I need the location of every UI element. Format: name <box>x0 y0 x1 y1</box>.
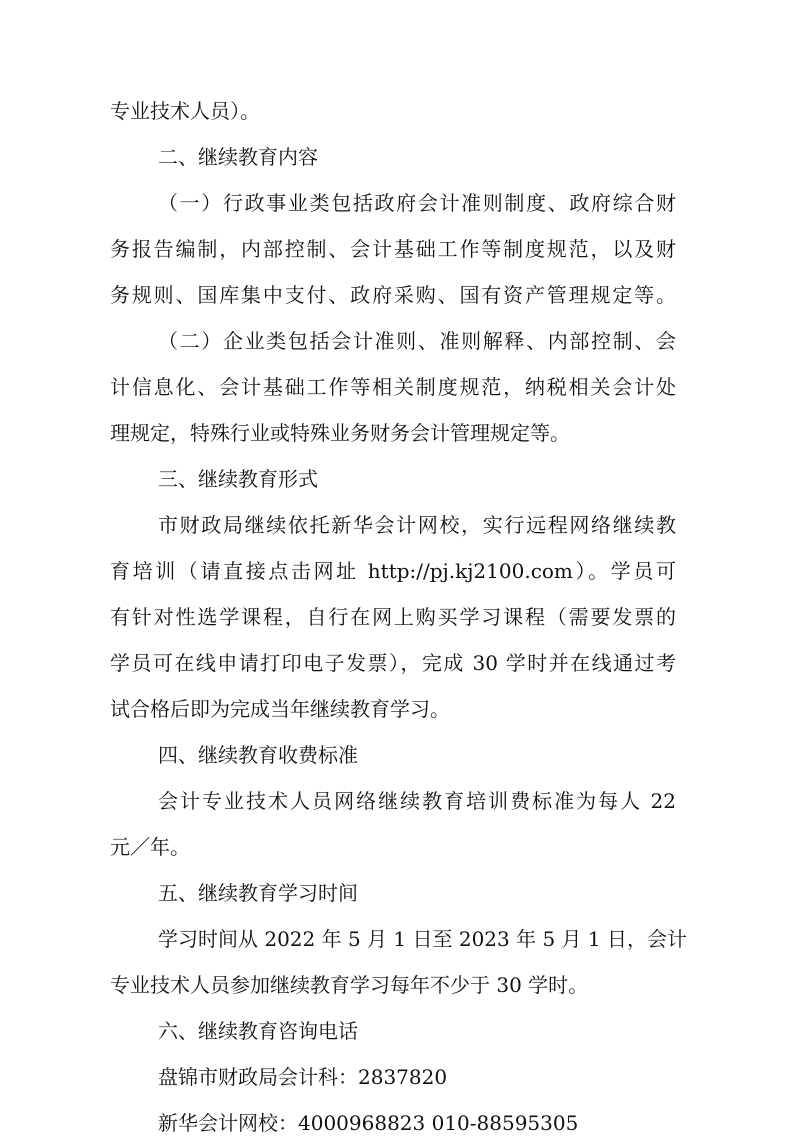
section-heading-fees: 四、继续教育收费标准 <box>158 743 358 767</box>
paragraph-line: 市财政局继续依托新华会计网校，实行远程网络继续教 <box>158 513 676 537</box>
paragraph-line: 试合格后即为完成当年继续教育学习。 <box>110 697 450 721</box>
paragraph-line: 专业技术人员）。 <box>110 99 260 123</box>
paragraph-line: 学习时间从 2022 年 5 月 1 日至 2023 年 5 月 1 日，会计 <box>158 927 687 951</box>
section-heading-time: 五、继续教育学习时间 <box>158 881 358 905</box>
section-heading-content: 二、继续教育内容 <box>158 145 318 169</box>
paragraph-line: 会计专业技术人员网络继续教育培训费标准为每人 22 <box>158 789 676 813</box>
document-body <box>110 88 687 1146</box>
paragraph-line-with-url: 育培训（请直接点击网址 http://pj.kj2100.com）。学员可 <box>110 559 676 583</box>
paragraph-line: 计信息化、会计基础工作等相关制度规范，纳税相关会计处 <box>110 375 676 399</box>
contact-phone-xinhua-school: 新华会计网校：4000968823 010-88595305 <box>158 1111 579 1135</box>
paragraph-line: 有针对性选学课程，自行在网上购买学习课程（需要发票的 <box>110 605 676 629</box>
section-heading-format: 三、继续教育形式 <box>158 467 318 491</box>
paragraph-line: 务规则、国库集中支付、政府采购、国有资产管理规定等。 <box>110 283 676 307</box>
contact-phone-finance-bureau: 盘锦市财政局会计科：2837820 <box>158 1065 448 1089</box>
section-heading-contact: 六、继续教育咨询电话 <box>158 1019 358 1043</box>
paragraph-line: 专业技术人员参加继续教育学习每年不少于 30 学时。 <box>110 973 589 997</box>
paragraph-line: 理规定，特殊行业或特殊业务财务会计管理规定等。 <box>110 421 570 445</box>
paragraph-line: （二）企业类包括会计准则、准则解释、内部控制、会 <box>158 329 676 353</box>
paragraph-line: 学员可在线申请打印电子发票），完成 30 学时并在线通过考 <box>110 651 676 675</box>
paragraph-line: （一）行政事业类包括政府会计准则制度、政府综合财 <box>158 191 676 215</box>
paragraph-line: 务报告编制，内部控制、会计基础工作等制度规范，以及财 <box>110 237 676 261</box>
paragraph-line: 元／年。 <box>110 835 190 859</box>
